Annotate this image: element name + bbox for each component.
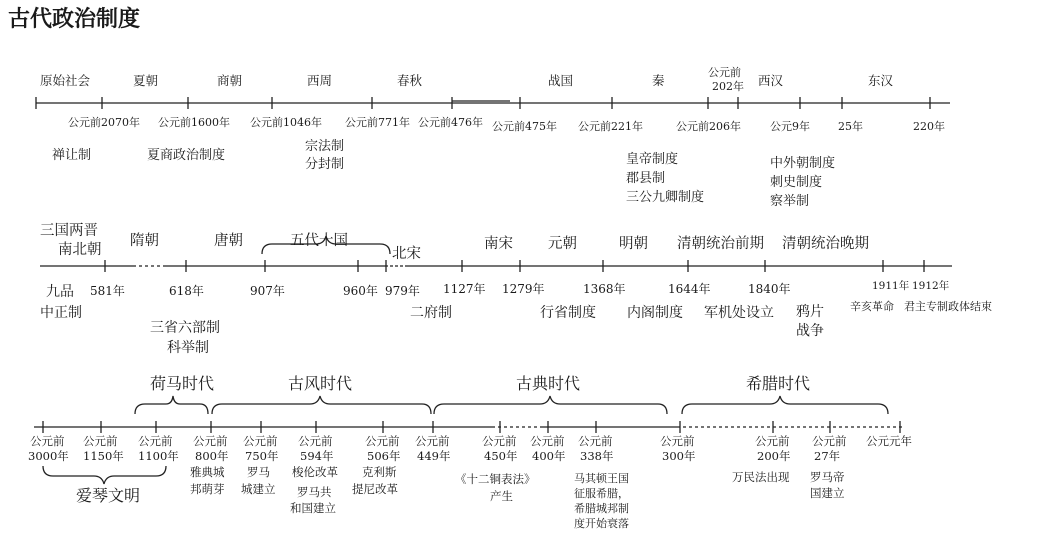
system-label: 分封制 [305,157,345,172]
system-label: 辛亥革命 [850,300,894,313]
event-label: 罗马帝 [810,470,845,484]
system-label: 军机处设立 [704,305,774,321]
period-label: 隋朝 [130,233,159,249]
date-label: 220年 [913,120,945,133]
date-label: 581年 [90,284,125,298]
period-label: 原始社会 [40,73,91,88]
timeline-china-1-periods [40,73,894,88]
system-label: 中外朝制度 [770,156,836,171]
era-bracket [135,396,208,414]
era-bracket [212,396,431,414]
event-label: 和国建立 [290,501,336,515]
event-label: 国建立 [810,486,845,500]
aegean-bracket [43,466,166,484]
system-label: 鸦片 [796,304,824,320]
date-label: 公元前771年 [345,116,410,129]
date-label: 800年 [195,449,229,463]
period-label: 南宋 [484,236,513,252]
date-label: 907年 [250,284,285,298]
timeline-west-events [190,465,845,530]
period-label: 秦 [652,73,665,88]
period-label: 五代十国 [290,233,348,249]
period-label: 夏朝 [133,73,159,88]
event-label: 罗马共 [297,485,332,499]
era-label: 爱琴文明 [76,486,141,505]
period-label: 三国两晋 [40,223,98,239]
era-label: 荷马时代 [150,374,215,393]
timeline-west-dates [28,434,912,463]
system-label: 科举制 [167,340,209,356]
system-label: 宗法制 [305,139,345,154]
date-label: 公元前221年 [578,120,643,133]
event-label: 雅典城 [190,465,225,479]
date-label: 3000年 [28,449,69,463]
date-label: 公元前 [298,434,333,448]
date-label: 202年 [712,80,744,93]
event-label: 城建立 [241,482,276,496]
period-label: 清朝统治晚期 [782,236,869,252]
event-label: 邦萌芽 [190,482,225,496]
period-label: 明朝 [619,236,648,252]
date-label: 公元元年 [866,434,912,448]
date-label: 公元前 [660,434,695,448]
event-label: 提尼改革 [352,482,398,496]
system-label: 九品 [46,284,74,300]
date-label: 公元前1600年 [158,116,230,129]
system-label: 战争 [796,323,824,339]
timeline-china-2-periods [40,222,869,262]
period-label: 春秋 [397,73,423,88]
system-label: 皇帝制度 [626,152,679,167]
event-label: 万民法出现 [732,470,790,484]
date-label: 750年 [245,449,279,463]
date-label: 公元前 [578,434,613,448]
period-label: 西周 [307,73,333,88]
period-label: 商朝 [217,73,243,88]
system-label: 察举制 [770,194,810,209]
timeline-china-1-systems [52,138,835,209]
system-label: 刺史制度 [770,175,823,190]
timeline-china-1-dates [68,65,945,133]
date-label: 300年 [662,449,696,463]
date-label: 公元前2070年 [68,116,140,129]
date-label: 公元前 [365,434,400,448]
date-label: 公元9年 [770,120,810,133]
page-title: 古代政治制度 [8,6,141,32]
date-label: 公元前 [708,66,741,79]
date-label: 1150年 [83,449,124,463]
date-label: 594年 [300,449,334,463]
system-label: 禅让制 [52,148,92,163]
date-label: 618年 [169,284,204,298]
era-label: 希腊时代 [746,374,811,393]
system-label: 中正制 [40,305,82,321]
system-label: 郡县制 [626,171,666,186]
timeline-china-1 [36,97,950,109]
date-label: 27年 [814,449,841,463]
period-label: 西汉 [758,73,784,88]
system-label: 夏商政治制度 [147,148,226,163]
date-label: 200年 [757,449,791,463]
date-label: 1911年 [872,280,910,292]
date-label: 338年 [580,449,614,463]
date-label: 25年 [838,120,863,133]
period-label: 唐朝 [214,233,243,249]
date-label: 1127年 [443,282,486,296]
date-label: 公元前 [30,434,65,448]
event-label: 马其顿王国 [574,472,629,485]
period-label: 元朝 [548,236,577,252]
date-label: 公元前475年 [492,120,557,133]
event-label: 梭伦改革 [292,465,338,479]
date-label: 公元前 [243,434,278,448]
event-label: 产生 [490,489,513,503]
date-label: 公元前 [812,434,847,448]
system-label: 二府制 [410,305,452,321]
date-label: 公元前206年 [676,120,741,133]
date-label: 公元前 [83,434,118,448]
date-label: 公元前 [530,434,565,448]
date-label: 450年 [484,449,518,463]
date-label: 1644年 [668,282,711,296]
system-label: 三省六部制 [150,320,220,336]
date-label: 1368年 [583,282,626,296]
system-label: 内阁制度 [627,305,683,321]
date-label: 1840年 [748,282,791,296]
period-label: 南北朝 [58,242,102,258]
date-label: 公元前 [193,434,228,448]
system-label: 行省制度 [540,305,596,321]
era-bracket [434,396,667,414]
period-label: 北宋 [392,246,421,262]
event-label: 罗马 [247,465,270,479]
period-label: 东汉 [868,73,894,88]
date-label: 公元前476年 [418,116,483,129]
date-label: 公元前 [138,434,173,448]
date-label: 979年 [385,284,420,298]
era-bracket [682,396,888,414]
date-label: 1100年 [138,449,179,463]
event-label: 度开始衰落 [574,517,629,530]
date-label: 公元前 [755,434,790,448]
date-label: 960年 [343,284,378,298]
system-label: 君主专制政体结束 [904,300,992,313]
period-label: 清朝统治前期 [677,236,764,252]
date-label: 449年 [417,449,451,463]
date-label: 公元前1046年 [250,116,322,129]
date-label: 1279年 [502,282,545,296]
event-label: 希腊城邦制 [574,502,629,515]
era-label: 古风时代 [288,374,353,393]
date-label: 400年 [532,449,566,463]
period-label: 战国 [548,73,574,88]
system-label: 三公九卿制度 [626,190,705,205]
date-label: 公元前 [482,434,517,448]
event-label: 《十二铜表法》 [455,472,536,486]
event-label: 克利斯 [362,465,397,479]
date-label: 公元前 [415,434,450,448]
era-label: 古典时代 [516,374,581,393]
timeline-china-2-dates [90,279,950,298]
event-label: 征服希腊， [574,487,629,500]
date-label: 506年 [367,449,401,463]
date-label: 1912年 [912,280,950,292]
